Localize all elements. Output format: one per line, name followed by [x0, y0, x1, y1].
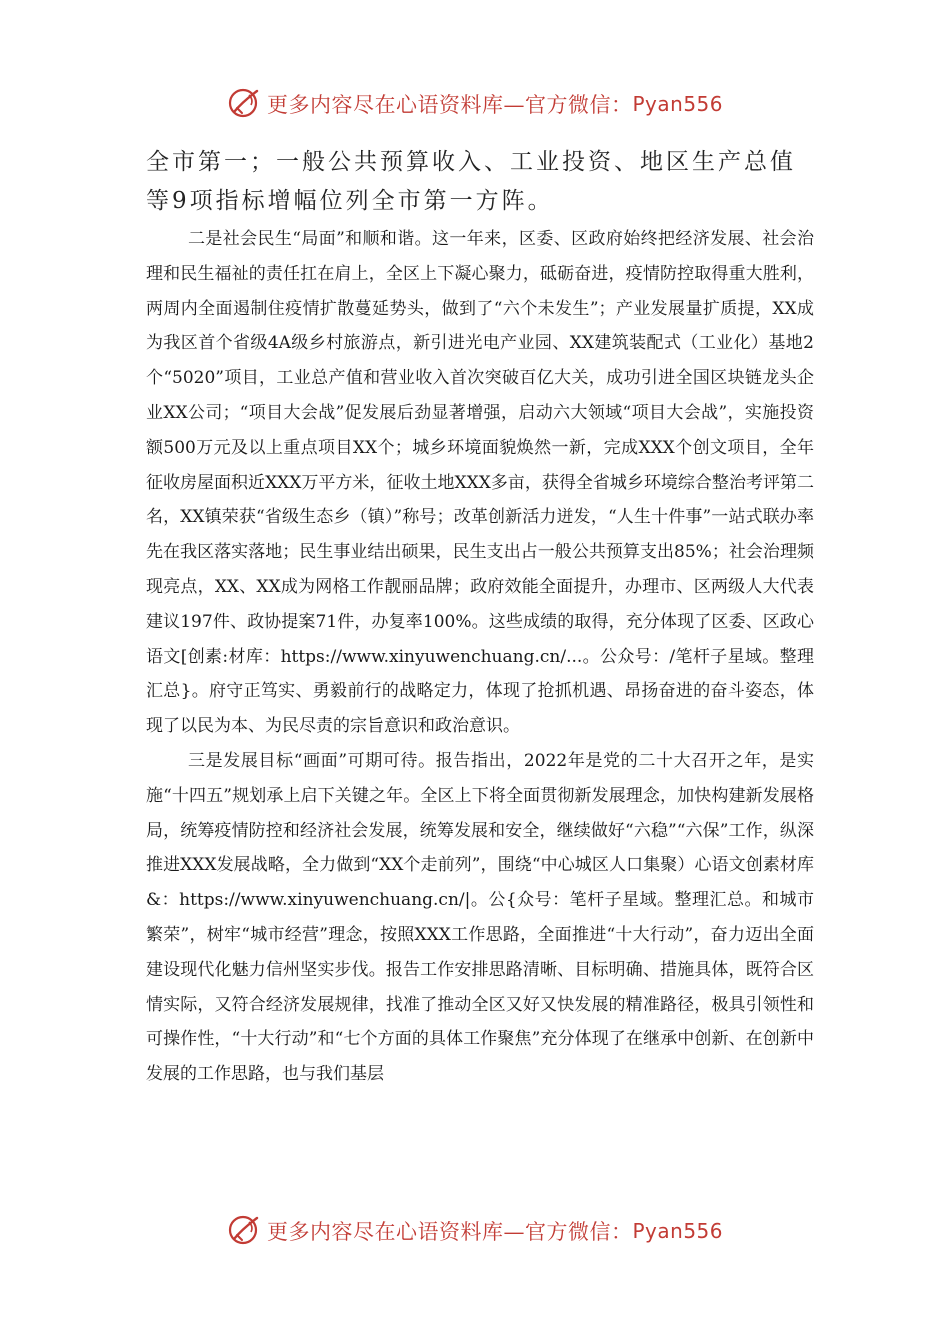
document-body: [146, 144, 814, 1092]
watermark-text: 更多内容尽在心语资料库—官方微信：: [266, 1220, 633, 1244]
watermark-wechat-id: Pyan556: [632, 92, 723, 116]
watermark-banner-top: [0, 84, 950, 124]
lead-line: 全市第一；一般公共预算收入、工业投资、地区生产总值: [146, 149, 796, 175]
paragraph-social-livelihood: 二是社会民生“局面”和顺和谐。这一年来，区委、区政府始终把经济发展、社会治理和民生福祉的责任扛在肩上，全区上下凝心聚力，砥砺奋进，疫情防控取得重大胜利，两周内全面遏制住疫情扩散蔓延势头，做到了“六个未发生”；产业发展量扩质提，XX成为我区首个省级4A级乡村旅游点，新引进光电产业园、XX建筑装配式（工业化）基地2个“5020”项目，工业总产值和营业收入首次突破百亿大关，成功引进全国区块链龙头企业XX公司；“项目大会战”促发展后劲显著增强，启动六大领域“项目大会战”，实施投资额500万元及以上重点项目XX个；城乡环境面貌焕然一新，完成XXX个创文项目，全年征收房屋面积近XXX万平方米，征收土地XXX多亩，获得全省城乡环境综合整治考评第二名，XX镇荣获“省级生态乡（镇）”称号；改革创新活力迸发，“人生十件事”一站式联办率先在我区落实落地；民生事业结出硕果，民生支出占一般公共预算支出85%；社会治理频现亮点，XX、XX成为网格工作靓丽品牌；政府效能全面提升，办理市、区两级人大代表建议197件、政协提案71件，办复率100%。这些成绩的取得，充分体现了区委、区政心语文[创素:材库：https://www.xinyuwenchuang.cn/...。公众号：/笔杆子星域。整理汇总}。府守正笃实、勇毅前行的战略定力，体现了抢抓机遇、昂扬奋进的奋斗姿态，体现了以民为本、为民尽责的宗旨意识和政治意识。: [146, 229, 814, 737]
watermark-banner-bottom: [0, 1211, 950, 1251]
watermark-wechat-id: Pyan556: [632, 1219, 723, 1243]
lead-line: 等9项指标增幅位列全市第一方阵。: [146, 188, 554, 214]
pen-icon: [227, 86, 263, 122]
paragraph-development-goals: 三是发展目标“画面”可期可待。报告指出，2022年是党的二十大召开之年，是实施“十四五”规划承上启下关键之年。全区上下将全面贯彻新发展理念，加快构建新发展格局，统筹疫情防控和经济社会发展，统筹发展和安全，继续做好“六稳”“六保”工作，纵深推进XXX发展战略，全力做到“XX个走前列”，围绕“中心城区人口集聚）心语文创素材库&：https://www.xinyuwenchuang.cn/|。公{众号：笔杆子星域。整理汇总。和城市繁荣”，树牢“城市经营”理念，按照XXX工作思路，全面推进“十大行动”，奋力迈出全面建设现代化魅力信州坚实步伐。报告工作安排思路清晰、目标明确、措施具体，既符合区情实际，又符合经济发展规律，找准了推动全区又好又快发展的精准路径，极具引领性和可操作性，“十大行动”和“七个方面的具体工作聚焦”充分体现了在继承中创新、在创新中发展的工作思路，也与我们基层: [146, 750, 814, 1085]
watermark-text: 更多内容尽在心语资料库—官方微信：: [266, 93, 633, 117]
pen-icon: [227, 1213, 263, 1249]
